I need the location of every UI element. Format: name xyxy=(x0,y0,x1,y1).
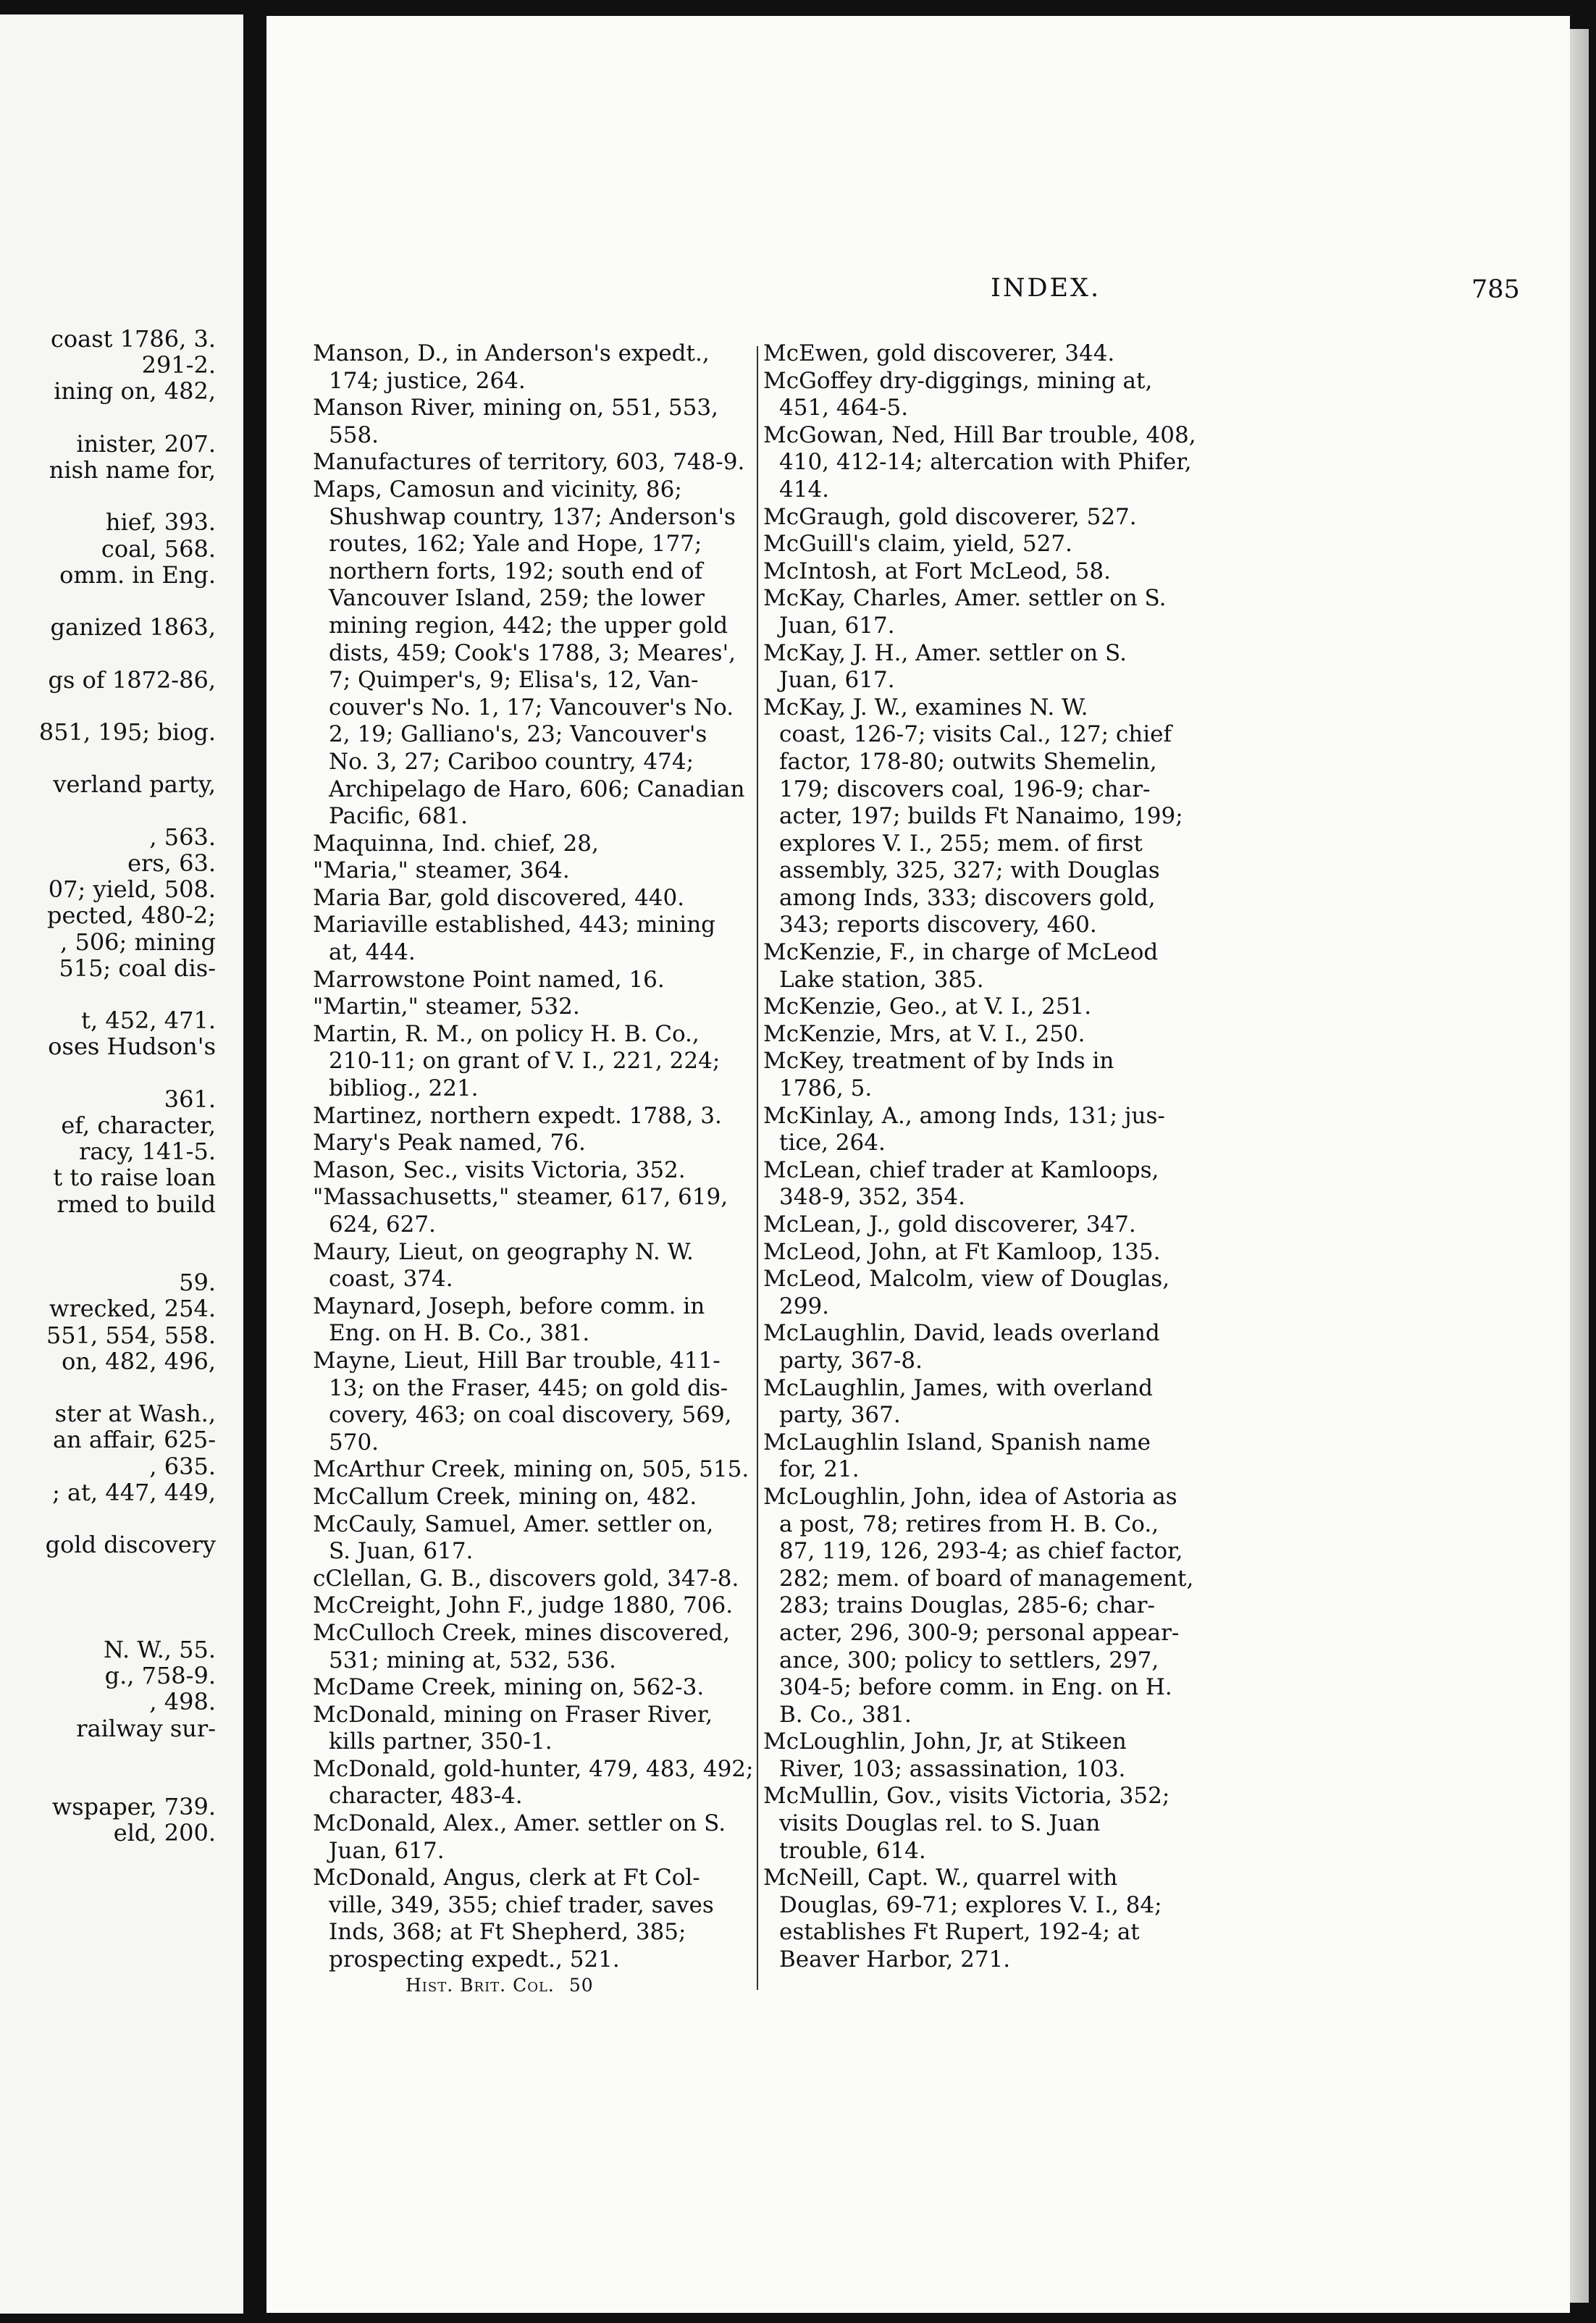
index-entry-continuation: party, 367-8. xyxy=(779,1347,923,1374)
index-entry-continuation: Vancouver Island, 259; the lower xyxy=(329,585,705,612)
index-entry xyxy=(763,368,1259,422)
index-entry xyxy=(763,558,1259,586)
facing-page-line: ining on, 482, xyxy=(54,377,216,406)
facing-page-line: 851, 195; biog. xyxy=(38,718,216,746)
signature-mark xyxy=(406,1975,594,1996)
index-entry-continuation: bibliog., 221. xyxy=(329,1075,479,1102)
index-entry-continuation: at, 444. xyxy=(329,939,416,966)
index-entry-continuation: No. 3, 27; Cariboo country, 474; xyxy=(329,748,694,775)
index-entry-continuation: covery, 463; on coal discovery, 569, xyxy=(329,1402,732,1429)
index-entry-continuation: northern forts, 192; south end of xyxy=(329,558,703,584)
facing-page-line: gs of 1872-86, xyxy=(48,665,216,694)
index-entry xyxy=(313,340,805,395)
page-number: 785 xyxy=(1471,275,1520,304)
facing-page-line: , 506; mining xyxy=(60,928,216,956)
index-entry xyxy=(763,1157,1259,1211)
facing-page-line: ers, 63. xyxy=(127,849,216,877)
index-entry xyxy=(313,1456,805,1484)
index-entry-heading: "Martin," steamer, 532. xyxy=(313,994,580,1020)
index-entry-heading: McLoughlin, John, Jr, at Stikeen xyxy=(763,1728,1127,1755)
index-entry-heading: McDonald, Angus, clerk at Ft Col- xyxy=(313,1865,700,1891)
index-entry-heading: Mary's Peak named, 76. xyxy=(313,1130,586,1156)
facing-page-line: hief, 393. xyxy=(105,508,216,537)
index-entry-continuation: character, 483-4. xyxy=(329,1783,523,1810)
facing-page-line: ganized 1863, xyxy=(50,613,216,642)
index-entry xyxy=(763,1103,1259,1157)
index-entry-continuation: visits Douglas rel. to S. Juan xyxy=(779,1810,1101,1837)
index-entry xyxy=(313,1348,805,1456)
index-entry-continuation: 299. xyxy=(779,1293,830,1319)
index-entry-continuation: 558. xyxy=(329,421,379,448)
index-entry xyxy=(313,1239,805,1293)
index-entry xyxy=(763,340,1259,368)
facing-page-line: coast 1786, 3. xyxy=(50,325,216,353)
index-entry-continuation: Juan, 617. xyxy=(329,1837,445,1864)
facing-page-line: 291-2. xyxy=(141,351,216,379)
index-entry-continuation: acter, 296, 300-9; personal appear- xyxy=(779,1619,1180,1646)
index-entry-continuation: 282; mem. of board of management, xyxy=(779,1565,1194,1592)
index-entry-heading: McKey, treatment of by Inds in xyxy=(763,1048,1114,1075)
index-entry xyxy=(313,1566,805,1593)
facing-page-line: omm. in Eng. xyxy=(59,560,216,589)
index-entry-continuation: 304-5; before comm. in Eng. on H. xyxy=(779,1674,1172,1701)
index-entry xyxy=(763,1783,1259,1865)
index-column-right xyxy=(763,340,1259,1974)
index-entry-heading: McLeod, John, at Ft Kamloop, 135. xyxy=(763,1238,1161,1265)
facing-page-line: nish name for, xyxy=(49,456,216,484)
index-entry-heading: McLaughlin Island, Spanish name xyxy=(763,1429,1151,1455)
index-column-left xyxy=(313,340,805,1974)
facing-page-line: railway sur- xyxy=(76,1714,216,1742)
index-entry-heading: Manufactures of territory, 603, 748-9. xyxy=(313,449,745,476)
index-entry xyxy=(763,585,1259,639)
facing-page-line: gold discovery xyxy=(45,1531,216,1559)
index-entry-continuation: party, 367. xyxy=(779,1402,901,1429)
index-entry-heading: Mariaville established, 443; mining xyxy=(313,912,716,938)
index-entry xyxy=(763,1320,1259,1374)
index-entry-heading: McKenzie, Mrs, at V. I., 250. xyxy=(763,1020,1085,1047)
index-entry-continuation: couver's No. 1, 17; Vancouver's No. xyxy=(329,694,734,721)
facing-page-line: ef, character, xyxy=(61,1112,216,1139)
index-entry xyxy=(763,1429,1259,1484)
index-entry-continuation: acter, 197; builds Ft Nanaimo, 199; xyxy=(779,803,1183,830)
facing-page-line: g., 758-9. xyxy=(104,1662,216,1690)
facing-page-line: 59. xyxy=(179,1269,216,1297)
index-entry xyxy=(313,1021,805,1103)
index-entry xyxy=(313,994,805,1021)
index-entry xyxy=(313,1756,805,1810)
facing-page-line: t, 452, 471. xyxy=(81,1007,216,1035)
index-entry xyxy=(313,1674,805,1702)
index-entry-heading: "Massachusetts," steamer, 617, 619, xyxy=(313,1184,728,1211)
facing-page-line: eld, 200. xyxy=(113,1819,216,1847)
index-entry-heading: McKenzie, F., in charge of McLeod xyxy=(763,939,1159,966)
index-entry-continuation: assembly, 325, 327; with Douglas xyxy=(779,857,1160,884)
index-entry xyxy=(313,1130,805,1157)
index-entry xyxy=(313,912,805,966)
index-entry-heading: McLaughlin, James, with overland xyxy=(763,1374,1153,1401)
index-entry xyxy=(313,1702,805,1756)
index-entry-continuation: routes, 162; Yale and Hope, 177; xyxy=(329,531,702,558)
index-entry-continuation: Pacific, 681. xyxy=(329,803,468,830)
index-entry-continuation: factor, 178-80; outwits Shemelin, xyxy=(779,748,1157,775)
index-page xyxy=(266,16,1570,2313)
index-entry-continuation: for, 21. xyxy=(779,1456,860,1483)
index-entry-continuation: Shushwap country, 137; Anderson's xyxy=(329,503,736,530)
index-entry-continuation: B. Co., 381. xyxy=(779,1701,912,1728)
index-entry-continuation: ville, 349, 355; chief trader, saves xyxy=(329,1891,714,1918)
index-entry-continuation: Inds, 368; at Ft Shepherd, 385; xyxy=(329,1919,686,1946)
index-entry xyxy=(313,857,805,885)
index-entry-heading: McIntosh, at Fort McLeod, 58. xyxy=(763,558,1111,584)
index-entry-continuation: 174; justice, 264. xyxy=(329,367,526,394)
facing-page-line: ster at Wash., xyxy=(54,1400,216,1428)
index-entry-continuation: ance, 300; policy to settlers, 297, xyxy=(779,1647,1159,1673)
index-entry xyxy=(763,1048,1259,1102)
index-entry-continuation: 7; Quimper's, 9; Elisa's, 12, Van- xyxy=(329,667,699,694)
facing-page-line: verland party, xyxy=(53,770,216,799)
facing-page-fragment xyxy=(0,14,243,2314)
index-entry-continuation: dists, 459; Cook's 1788, 3; Meares', xyxy=(329,639,736,666)
index-entry-continuation: 1786, 5. xyxy=(779,1075,873,1102)
index-entry-heading: McLean, J., gold discoverer, 347. xyxy=(763,1211,1136,1238)
index-entry xyxy=(763,1728,1259,1783)
index-entry-heading: Martin, R. M., on policy H. B. Co., xyxy=(313,1020,700,1047)
index-entry-continuation: prospecting expedt., 521. xyxy=(329,1946,620,1973)
column-divider xyxy=(757,346,758,1990)
signature-number: 50 xyxy=(568,1975,594,1996)
index-entry-continuation: Archipelago de Haro, 606; Canadian xyxy=(329,776,745,802)
index-entry-heading: McEwen, gold discoverer, 344. xyxy=(763,340,1115,366)
page-edge xyxy=(1570,29,1589,2303)
index-entry-heading: McGraugh, gold discoverer, 527. xyxy=(763,503,1137,530)
facing-page-line: coal, 568. xyxy=(101,534,216,563)
index-entry-continuation: Eng. on H. B. Co., 381. xyxy=(329,1320,590,1347)
index-entry-continuation: 624, 627. xyxy=(329,1211,436,1238)
index-entry-continuation: 451, 464-5. xyxy=(779,395,909,421)
facing-page-line: an affair, 625- xyxy=(53,1426,216,1454)
index-entry-continuation: Juan, 617. xyxy=(779,612,895,639)
index-entry-continuation: Lake station, 385. xyxy=(779,966,984,993)
index-entry-continuation: mining region, 442; the upper gold xyxy=(329,612,728,639)
facing-page-line: pected, 480-2; xyxy=(47,902,216,930)
facing-page-line: , 635. xyxy=(149,1452,216,1480)
index-entry-continuation: 531; mining at, 532, 536. xyxy=(329,1647,616,1673)
index-entry-heading: McCreight, John F., judge 1880, 706. xyxy=(313,1592,734,1619)
index-entry xyxy=(313,1293,805,1348)
index-entry-heading: Maria Bar, gold discovered, 440. xyxy=(313,884,685,911)
facing-page-line: racy, 141-5. xyxy=(79,1138,216,1166)
index-entry-continuation: 343; reports discovery, 460. xyxy=(779,912,1097,938)
facing-page-line: t to raise loan xyxy=(53,1164,216,1192)
facing-page-line: oses Hudson's xyxy=(48,1033,216,1061)
facing-page-line: ; at, 447, 449, xyxy=(52,1478,216,1506)
index-entry-heading: McLeod, Malcolm, view of Douglas, xyxy=(763,1266,1170,1293)
index-entry xyxy=(313,1865,805,1973)
index-entry-continuation: Beaver Harbor, 271. xyxy=(779,1946,1011,1973)
index-entry xyxy=(313,831,805,858)
index-entry-heading: McKay, Charles, Amer. settler on S. xyxy=(763,585,1167,612)
index-entry-continuation: Douglas, 69-71; explores V. I., 84; xyxy=(779,1891,1162,1918)
facing-page-line: 07; yield, 508. xyxy=(48,875,216,904)
index-entry-heading: McLean, chief trader at Kamloops, xyxy=(763,1156,1159,1183)
facing-page-line: 515; coal dis- xyxy=(59,954,216,982)
facing-page-line: rmed to build xyxy=(56,1190,216,1218)
index-entry-continuation: 348-9, 352, 354. xyxy=(779,1184,965,1211)
index-entry-continuation: explores V. I., 255; mem. of first xyxy=(779,830,1143,857)
index-entry-continuation: coast, 126-7; visits Cal., 127; chief xyxy=(779,721,1172,748)
facing-page-line: , 563. xyxy=(149,823,216,851)
index-entry xyxy=(313,449,805,476)
index-entry-heading: "Maria," steamer, 364. xyxy=(313,857,570,884)
index-entry xyxy=(313,967,805,994)
index-entry xyxy=(763,504,1259,532)
index-entry-heading: Martinez, northern expedt. 1788, 3. xyxy=(313,1102,722,1129)
signature-text: Hist. Brit. Col. xyxy=(406,1975,555,1996)
index-entry-heading: McCallum Creek, mining on, 482. xyxy=(313,1483,697,1510)
index-entry xyxy=(313,1157,805,1185)
index-entry-continuation: a post, 78; retires from H. B. Co., xyxy=(779,1511,1159,1537)
index-entry-continuation: 13; on the Fraser, 445; on gold dis- xyxy=(329,1374,728,1401)
facing-page-line: on, 482, 496, xyxy=(62,1347,216,1375)
index-entry-heading: McDonald, mining on Fraser River, xyxy=(313,1701,713,1728)
index-entry-heading: Maquinna, Ind. chief, 28, xyxy=(313,830,599,857)
facing-page-line: 551, 554, 558. xyxy=(46,1321,216,1349)
facing-page-line: N. W., 55. xyxy=(104,1636,216,1663)
index-entry-heading: McGoffey dry-diggings, mining at, xyxy=(763,367,1153,394)
index-entry-continuation: among Inds, 333; discovers gold, xyxy=(779,884,1156,911)
index-entry-continuation: Juan, 617. xyxy=(779,667,895,694)
index-entry xyxy=(763,1266,1259,1320)
index-entry xyxy=(763,1239,1259,1266)
index-entry xyxy=(763,1021,1259,1049)
index-entry-heading: McDame Creek, mining on, 562-3. xyxy=(313,1674,705,1701)
index-entry-heading: Mason, Sec., visits Victoria, 352. xyxy=(313,1156,686,1183)
facing-page-line: wspaper, 739. xyxy=(51,1793,216,1821)
index-entry-heading: McNeill, Capt. W., quarrel with xyxy=(763,1865,1118,1891)
index-entry-continuation: establishes Ft Rupert, 192-4; at xyxy=(779,1919,1140,1946)
index-entry-heading: McKinlay, A., among Inds, 131; jus- xyxy=(763,1102,1165,1129)
index-entry-continuation: River, 103; assassination, 103. xyxy=(779,1755,1126,1782)
index-entry-heading: Mayne, Lieut, Hill Bar trouble, 411- xyxy=(313,1347,721,1374)
index-entry xyxy=(313,1810,805,1865)
index-entry xyxy=(763,1484,1259,1728)
index-entry-heading: McDonald, Alex., Amer. settler on S. xyxy=(313,1810,726,1837)
index-entry xyxy=(313,1184,805,1238)
index-entry-continuation: 283; trains Douglas, 285-6; char- xyxy=(779,1592,1155,1619)
index-entry-heading: McMullin, Gov., visits Victoria, 352; xyxy=(763,1783,1170,1810)
index-entry-heading: cClellan, G. B., discovers gold, 347-8. xyxy=(313,1565,739,1592)
index-entry-heading: Manson, D., in Anderson's expedt., xyxy=(313,340,710,366)
index-entry-heading: McArthur Creek, mining on, 505, 515. xyxy=(313,1456,749,1483)
index-entry-continuation: 179; discovers coal, 196-9; char- xyxy=(779,776,1151,802)
index-entry xyxy=(763,939,1259,994)
index-entry-continuation: tice, 264. xyxy=(779,1130,886,1156)
index-entry-heading: McGowan, Ned, Hill Bar trouble, 408, xyxy=(763,421,1196,448)
index-entry-heading: McKay, J. W., examines N. W. xyxy=(763,694,1088,721)
facing-page-line: inister, 207. xyxy=(76,429,216,458)
index-entry-heading: McKay, J. H., Amer. settler on S. xyxy=(763,639,1127,666)
index-entry-heading: McGuill's claim, yield, 527. xyxy=(763,531,1072,558)
page-title: INDEX. xyxy=(991,274,1101,303)
index-entry xyxy=(763,422,1259,504)
index-entry xyxy=(763,994,1259,1021)
index-entry-continuation: 2, 19; Galliano's, 23; Vancouver's xyxy=(329,721,707,748)
index-entry-continuation: kills partner, 350-1. xyxy=(329,1728,553,1755)
index-entry xyxy=(313,885,805,912)
index-entry-heading: McLoughlin, John, idea of Astoria as xyxy=(763,1483,1177,1510)
index-entry-heading: McDonald, gold-hunter, 479, 483, 492; xyxy=(313,1755,754,1782)
index-entry xyxy=(313,1592,805,1620)
index-entry xyxy=(313,1620,805,1674)
index-entry-heading: McKenzie, Geo., at V. I., 251. xyxy=(763,994,1092,1020)
index-entry xyxy=(313,1511,805,1566)
index-entry-continuation: 414. xyxy=(779,476,830,503)
index-entry xyxy=(763,694,1259,939)
index-entry-heading: Manson River, mining on, 551, 553, xyxy=(313,395,718,421)
index-entry xyxy=(763,1211,1259,1239)
index-entry-continuation: trouble, 614. xyxy=(779,1837,926,1864)
index-entry-heading: Maynard, Joseph, before comm. in xyxy=(313,1293,705,1319)
index-entry-continuation: 410, 412-14; altercation with Phifer, xyxy=(779,449,1192,476)
index-entry-continuation: 87, 119, 126, 293-4; as chief factor, xyxy=(779,1538,1183,1565)
index-entry-continuation: coast, 374. xyxy=(329,1266,453,1293)
index-entry xyxy=(763,531,1259,558)
index-entry xyxy=(763,640,1259,694)
index-entry xyxy=(763,1865,1259,1973)
index-entry-heading: Marrowstone Point named, 16. xyxy=(313,966,665,993)
index-entry-continuation: S. Juan, 617. xyxy=(329,1538,474,1565)
index-entry xyxy=(313,1103,805,1130)
index-entry xyxy=(763,1375,1259,1429)
index-entry-heading: McLaughlin, David, leads overland xyxy=(763,1320,1160,1347)
facing-page-line: wrecked, 254. xyxy=(49,1295,216,1323)
index-entry xyxy=(313,476,805,831)
index-entry-continuation: 570. xyxy=(329,1429,379,1455)
index-entry-heading: Maps, Camosun and vicinity, 86; xyxy=(313,476,682,503)
index-entry xyxy=(313,395,805,449)
facing-page-line: , 498. xyxy=(149,1688,216,1716)
facing-page-line: 361. xyxy=(164,1085,216,1113)
index-entry-heading: McCauly, Samuel, Amer. settler on, xyxy=(313,1511,714,1537)
index-entry-heading: McCulloch Creek, mines discovered, xyxy=(313,1619,730,1646)
index-entry-continuation: 210-11; on grant of V. I., 221, 224; xyxy=(329,1048,721,1075)
index-entry xyxy=(313,1484,805,1511)
index-entry-heading: Maury, Lieut, on geography N. W. xyxy=(313,1238,694,1265)
